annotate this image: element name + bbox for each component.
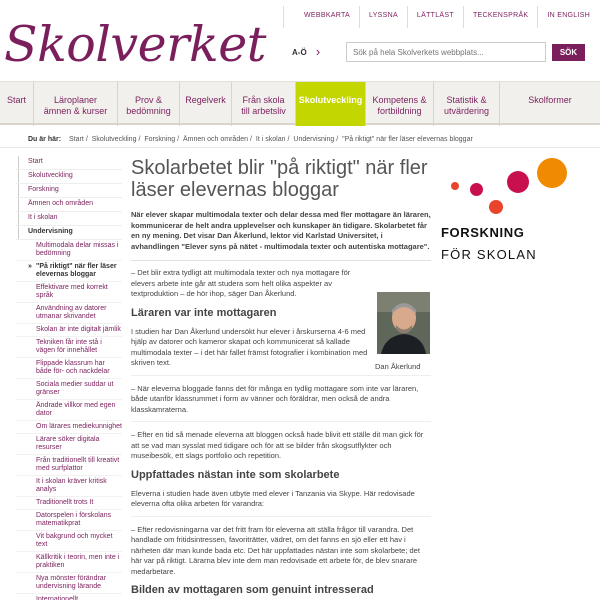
research-logo-line1: FORSKNING [441,225,525,240]
utility-link-webbkarta[interactable]: WEBBKARTA [283,6,359,28]
sidebar-subitem[interactable]: Sociala medier suddar ut gränser [16,379,122,400]
breadcrumb-current: "På riktigt" när fler läser elevernas bloggar [342,136,473,143]
article-paragraph: – När eleverna bloggade fanns det för många en tydlig mottagare som inte var läraren, både utanför klassrummet i form av vänner och föräldrar, men också de andra klasskamraterna. [131,383,419,414]
photo-caption: Dan Åkerlund [375,362,421,371]
sidebar-subitem[interactable]: Källkritik i teorin, men inte i praktiken [16,552,122,573]
sidebar-subitem[interactable]: Flippade klassrum har både för- och nackdelar [16,358,122,379]
article-ingress: När elever skapar multimodala texter och delar dessa med fler mottagare än läraren, kommunicerar de helt andra upplevelser och kunskaper än tidigare. Skolarbetet får en ny mening. Det visar Dan Åkerlund, lektor vid Karlstad Universitet, i avhandlingen "Elever syns på nätet - multimodala texter och autentiska mottagare". [131,210,431,251]
breadcrumb-link[interactable]: Undervisning [293,136,335,143]
sidebar-subitem[interactable]: Datorspelen i förskolans matematikprat [16,510,122,531]
divider [0,147,600,148]
sidebar-subitem[interactable]: Nya mönster förändrar undervisning lärande [16,573,122,594]
section-heading: Uppfattades nästan inte som skolarbete [131,468,340,481]
article-paragraph: – Det blir extra tydligt att multimodala texter och nya mottagare för elevers arbete inte går att studera som helt olika aspekter av textproduktion – de hör ihop, säger Dan Åkerlund. [131,268,351,298]
author-photo [377,292,430,354]
breadcrumb-link[interactable]: Start [69,136,84,143]
section-heading: Läraren var inte mottagaren [131,306,277,319]
sidebar-sublist [16,240,122,600]
sidebar-subitem[interactable]: Från traditionellt till kreativt med surfplattor [16,455,122,476]
divider [131,375,431,376]
utility-link-lattlast[interactable]: LÄTTLÄST [407,6,463,28]
sidebar-subitem[interactable]: Traditionellt trots It [16,497,122,510]
divider [131,516,431,517]
logo-dot [470,183,483,196]
a-o-index-link[interactable]: A-Ö [292,47,307,57]
nav-item-start[interactable]: Start [0,82,34,126]
article-paragraph: Eleverna i studien hade även utbyte med elever i Tanzania via Skype. Här redovisade eleverna ofta olika arbeten för varandra: [131,488,415,508]
nav-item-fran-skola[interactable]: Från skola till arbetsliv [232,82,296,126]
nav-item-regelverk[interactable]: Regelverk [180,82,232,126]
sidebar-item-skolutveckling[interactable]: Skolutveckling [16,170,122,184]
sidebar-subitem[interactable]: » "På riktigt" när fler läser elevernas bloggar [16,261,122,282]
sidebar-item-start[interactable]: Start [16,156,122,170]
breadcrumb-link[interactable]: It i skolan [255,136,286,143]
nav-item-statistik[interactable]: Statistik & utvärdering [434,82,500,126]
sidebar-subitem[interactable]: Om lärares mediekunnighet [16,421,122,434]
article [131,157,431,596]
utility-link-lyssna[interactable]: LYSSNA [359,6,407,28]
utility-nav [283,6,600,28]
sidebar-item-undervisning[interactable]: Undervisning [16,226,122,240]
sidebar-subitem[interactable]: Internationellt [16,594,122,600]
utility-link-teckensprak[interactable]: TECKENSPRÅK [463,6,537,28]
breadcrumb-link[interactable]: Ämnen och områden [183,136,248,143]
page-title: Skolarbetet blir "på riktigt" när fler läser elevernas bloggar [131,157,428,201]
logo-dot [451,182,459,190]
logo-dot [489,200,503,214]
site-logo[interactable]: Skolverket [4,16,266,73]
logo-dot [507,171,529,193]
nav-item-laroplaner[interactable]: Läroplaner ämnen & kurser [34,82,118,126]
sidebar-subitem[interactable]: Tekniken får inte stå i vägen för innehållet [16,337,122,358]
sidebar-subitem[interactable]: It i skolan kräver kritisk analys [16,476,122,497]
article-paragraph: I studien har Dan Åkerlund undersökt hur elever i årskurserna 4-6 med hjälp av datorer och kameror skapat och kommunicerat så kallade multimodala texter – i det här fallet främst fotografier i kombination med skriven text. [131,326,368,367]
nav-item-skolformer[interactable]: Skolformer [528,95,572,105]
sidebar-item-forskning[interactable]: Forskning [16,184,122,198]
sidebar-subitem[interactable]: Ändrade villkor med egen dator [16,400,122,421]
breadcrumb: Du är här: Start / Skolutveckling / Forskning / Ämnen och områden / It i skolan / Undervisning / "På riktigt" när fler läser elevernas bloggar [28,136,473,143]
divider [131,421,431,422]
divider [131,260,431,261]
sidebar-subitem[interactable]: Användning av datorer utmanar skrivandet [16,303,122,324]
sidebar-subitem[interactable]: Skolan är inte digitalt jämlik [16,324,122,337]
utility-link-in-english[interactable]: IN ENGLISH [537,6,599,28]
breadcrumb-link[interactable]: Skolutveckling [91,136,137,143]
chevron-right-icon[interactable]: › [315,44,321,59]
breadcrumb-label: Du är här: [28,136,62,143]
research-logo-line2: FÖR SKOLAN [441,247,537,262]
article-paragraph: – Efter en tid så menade eleverna att bloggen också hade blivit ett ställe dit man gick för att se vad man sysslat med tidigare och för att se bilder från skogsutflykter och museibesök, ett slags portfolio och repetition. [131,430,424,460]
sidebar-subitem[interactable]: Effektivare med korrekt språk [16,282,122,303]
nav-item-skolutveckling[interactable]: Skolutveckling [296,82,366,126]
nav-item-prov[interactable]: Prov & bedömning [118,82,180,126]
breadcrumb-link[interactable]: Forskning [144,136,176,143]
sidebar-subitem[interactable]: Lärare söker digitala resurser [16,434,122,455]
search-button[interactable]: SÖK [552,44,585,61]
search-bar [292,41,592,63]
search-input[interactable] [346,42,546,62]
article-paragraph: – Efter redovisningarna var det fritt fram för eleverna att ställa frågor till varandra. Det handlade om fritidsintressen, favoriträtter, vädret, om det fanns en sjö eller ett hav i närheten där man kunde bada etc. Det här uppfattades nästan inte som skolarbete; det här var på riktigt. Lärarna blev inte dem man redovisade ett arbete för, de blev snarare medarbetare. [131,524,420,576]
sidebar-item-it-i-skolan[interactable]: It i skolan [16,212,122,226]
main-nav [0,81,600,125]
sidebar-subitem[interactable]: Vit bakgrund och mycket text [16,531,122,552]
sidebar-subitem[interactable]: Multimodala delar missas i bedömning [16,240,122,261]
sidebar-item-amnen[interactable]: Ämnen och områden [16,198,122,212]
section-heading: Bilden av mottagaren som genuint intresserad [131,584,374,596]
sidebar-nav [16,156,122,600]
logo-dot [537,158,567,188]
nav-item-kompetens[interactable]: Kompetens & fortbildning [366,82,434,126]
